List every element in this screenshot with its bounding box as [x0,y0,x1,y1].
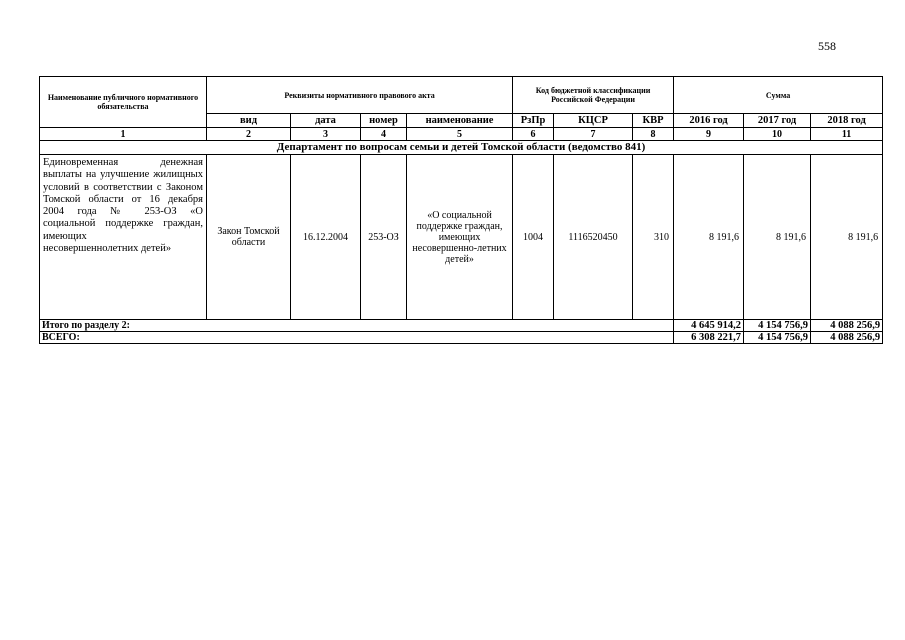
header-row [40,77,883,114]
page-number: 558 [818,39,836,53]
subheader-kvr: КВР [633,114,674,128]
total-2018: 4 088 256,9 [811,332,883,344]
column-number: 8 [633,128,674,141]
act-number: 253-ОЗ [361,155,407,320]
column-number: 4 [361,128,407,141]
table-row [40,155,883,320]
column-number: 11 [811,128,883,141]
column-number: 6 [513,128,554,141]
sum-2018: 8 191,6 [811,155,883,320]
total-label: ВСЕГО: [40,332,674,344]
column-number: 9 [674,128,744,141]
header-classification: Код бюджетной классификации Российской Федерации [513,77,674,114]
section-title-row [40,141,883,155]
code-rzpr: 1004 [513,155,554,320]
section-title: Департамент по вопросам семьи и детей Томской области (ведомство 841) [40,141,883,155]
header-act: Реквизиты нормативного правового акта [207,77,513,114]
subtotal-label: Итого по разделу 2: [40,320,674,332]
subheader-number: номер [361,114,407,128]
header-obligation: Наименование публичного нормативного обязательства [40,77,207,128]
subtotal-2017: 4 154 756,9 [744,320,811,332]
total-2016: 6 308 221,7 [674,332,744,344]
subheader-2018: 2018 год [811,114,883,128]
header-sum: Сумма [674,77,883,114]
obligation-name [40,155,207,320]
subtotal-2016: 4 645 914,2 [674,320,744,332]
act-title: «О социальной поддержке граждан, имеющих несовершенно-летних детей» [407,155,513,320]
act-date: 16.12.2004 [291,155,361,320]
subtotal-row [40,320,883,332]
total-2017: 4 154 756,9 [744,332,811,344]
act-kind: Закон Томской области [207,155,291,320]
sum-2016: 8 191,6 [674,155,744,320]
sum-2017: 8 191,6 [744,155,811,320]
column-number: 5 [407,128,513,141]
subheader-rzpr: РзПр [513,114,554,128]
subheader-date: дата [291,114,361,128]
code-kcsr: 1116520450 [554,155,633,320]
obligation-name-text: Единовременная денежная выплаты на улучшение жилищных условий в соответствии с Законом Томской области от 16 декабря 2004 года № 253-ОЗ «О социальной поддержке граждан, имеющих [43,157,203,242]
code-kvr: 310 [633,155,674,320]
subheader-2016: 2016 год [674,114,744,128]
total-row [40,332,883,344]
column-number: 3 [291,128,361,141]
subheader-kcsr: КЦСР [554,114,633,128]
budget-table [39,76,883,344]
subheader-kind: вид [207,114,291,128]
column-number: 7 [554,128,633,141]
column-number: 10 [744,128,811,141]
obligation-name-last: несовершеннолетних детей» [43,243,172,255]
subheader-title: наименование [407,114,513,128]
column-number-row [40,128,883,141]
subheader-2017: 2017 год [744,114,811,128]
column-number: 2 [207,128,291,141]
column-number: 1 [40,128,207,141]
subtotal-2018: 4 088 256,9 [811,320,883,332]
